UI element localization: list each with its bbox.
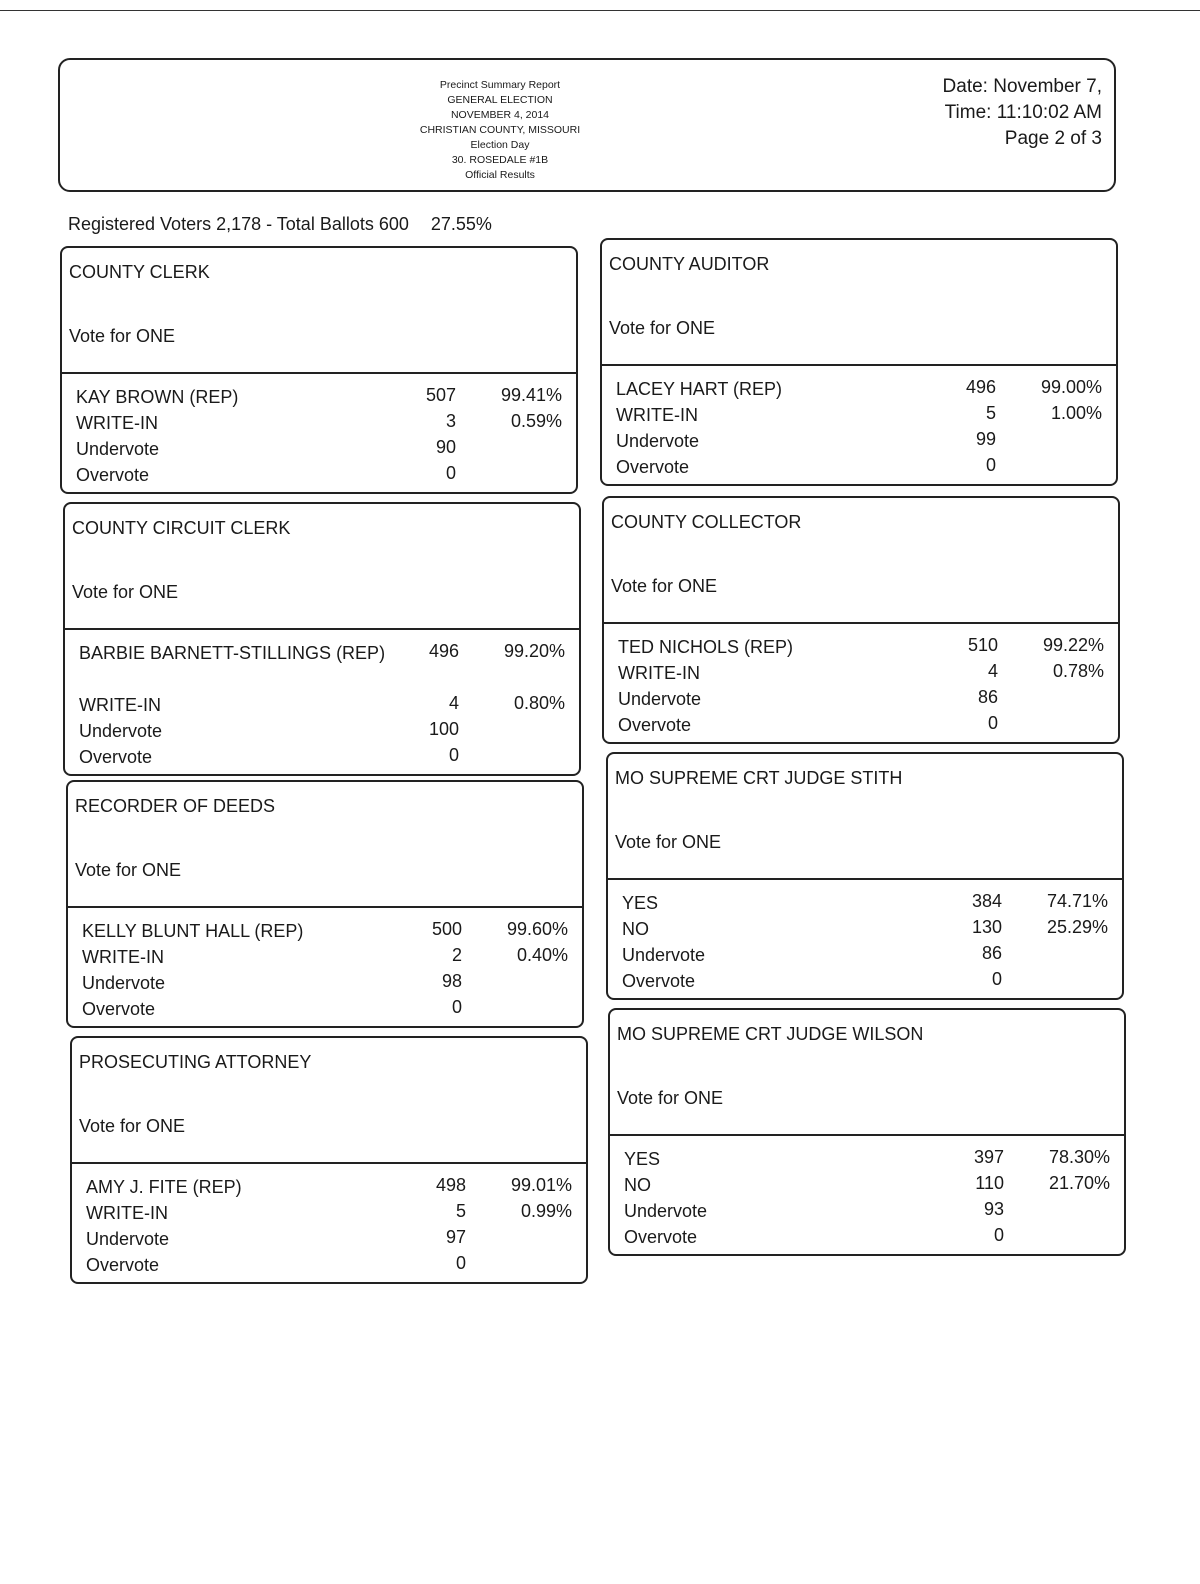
contest-results — [608, 880, 1122, 998]
vote-count: 99 — [975, 429, 996, 449]
election-name: GENERAL ELECTION — [447, 94, 553, 106]
vote-for-instruction: Vote for ONE — [611, 576, 718, 596]
vote-percent: 0.59% — [510, 411, 562, 431]
choice-name: Undervote — [82, 973, 166, 993]
vote-count: 4 — [987, 661, 998, 681]
vote-count: 86 — [981, 943, 1002, 963]
result-row — [68, 968, 582, 994]
result-row — [65, 690, 579, 716]
vote-for-instruction: Vote for ONE — [72, 582, 179, 602]
choice-name: Undervote — [79, 721, 163, 741]
choice-name: BARBIE BARNETT-STILLINGS (REP) — [79, 643, 386, 663]
contest-results — [68, 908, 582, 1026]
choice-name: Overvote — [622, 971, 696, 991]
report-header — [58, 58, 1116, 192]
vote-percent: 1.00% — [1050, 403, 1102, 423]
vote-count: 93 — [983, 1199, 1004, 1219]
vote-percent: 78.30% — [1048, 1147, 1110, 1167]
result-row — [72, 1250, 586, 1276]
vote-for-instruction: Vote for ONE — [609, 318, 716, 338]
choice-name: YES — [624, 1149, 661, 1169]
vote-count: 4 — [448, 693, 459, 713]
result-row — [65, 638, 579, 690]
vote-percent: 99.00% — [1040, 377, 1102, 397]
contest-box — [600, 238, 1118, 486]
vote-count: 496 — [965, 377, 996, 397]
result-row — [72, 1224, 586, 1250]
contest-results — [604, 624, 1118, 742]
result-row — [604, 710, 1118, 736]
choice-name: Overvote — [82, 999, 156, 1019]
contest-results — [62, 374, 576, 492]
choice-name: WRITE-IN — [616, 405, 698, 425]
choice-name: KAY BROWN (REP) — [76, 387, 239, 407]
result-row — [608, 888, 1122, 914]
result-row — [602, 400, 1116, 426]
contest-results — [602, 366, 1116, 484]
contest-box — [606, 752, 1124, 1000]
result-row — [62, 382, 576, 408]
choice-name: WRITE-IN — [79, 695, 161, 715]
vote-count: 397 — [973, 1147, 1004, 1167]
contest-header — [604, 498, 1118, 624]
result-row — [68, 994, 582, 1020]
choice-name: WRITE-IN — [86, 1203, 168, 1223]
vote-percent: 25.29% — [1046, 917, 1108, 937]
vote-percent: 99.20% — [503, 641, 565, 661]
choice-name: LACEY HART (REP) — [616, 379, 783, 399]
vote-count: 130 — [971, 917, 1002, 937]
choice-name: Undervote — [616, 431, 700, 451]
contest-title: COUNTY COLLECTOR — [611, 512, 802, 532]
report-header-titles — [360, 78, 640, 183]
vote-for-instruction: Vote for ONE — [79, 1116, 186, 1136]
vote-count: 3 — [445, 411, 456, 431]
choice-name: WRITE-IN — [82, 947, 164, 967]
vote-count: 110 — [975, 1173, 1004, 1193]
choice-name: Overvote — [624, 1227, 698, 1247]
result-row — [602, 374, 1116, 400]
choice-name: Undervote — [622, 945, 706, 965]
contest-results — [65, 630, 579, 774]
contest-title: RECORDER OF DEEDS — [75, 796, 276, 816]
choice-name: WRITE-IN — [618, 663, 700, 683]
choice-name: Undervote — [86, 1229, 170, 1249]
result-row — [68, 942, 582, 968]
vote-count: 510 — [967, 635, 998, 655]
contest-box — [70, 1036, 588, 1284]
turnout-percent: 27.55% — [430, 214, 492, 234]
contest-results — [72, 1164, 586, 1282]
vote-percent: 21.70% — [1048, 1173, 1110, 1193]
result-row — [72, 1198, 586, 1224]
vote-for-instruction: Vote for ONE — [615, 832, 722, 852]
report-time: Time: 11:10:02 AM — [944, 102, 1102, 123]
contest-header — [608, 754, 1122, 880]
results-status: Official Results — [465, 169, 535, 181]
choice-name: NO — [622, 919, 649, 939]
vote-count: 90 — [435, 437, 456, 457]
ballot-summary — [68, 214, 492, 235]
contest-results — [610, 1136, 1124, 1254]
result-row — [602, 452, 1116, 478]
choice-name: Overvote — [76, 465, 150, 485]
result-row — [62, 408, 576, 434]
contest-box — [602, 496, 1120, 744]
report-meta — [943, 74, 1102, 152]
vote-count: 5 — [455, 1201, 466, 1221]
registered-voters-total-ballots: Registered Voters 2,178 - Total Ballots 600 — [68, 214, 409, 234]
choice-name: Undervote — [76, 439, 160, 459]
result-row — [604, 658, 1118, 684]
result-row — [604, 684, 1118, 710]
vote-count: 0 — [455, 1253, 466, 1273]
vote-count: 0 — [993, 1225, 1004, 1245]
vote-count: 0 — [445, 463, 456, 483]
choice-name: Overvote — [79, 747, 153, 767]
result-row — [62, 460, 576, 486]
result-row — [608, 966, 1122, 992]
contest-header — [68, 782, 582, 908]
contest-box — [63, 502, 581, 776]
vote-percent: 0.40% — [516, 945, 568, 965]
vote-count: 100 — [428, 719, 459, 739]
choice-name: YES — [622, 893, 659, 913]
contest-header — [72, 1038, 586, 1164]
contest-title: PROSECUTING ATTORNEY — [79, 1052, 312, 1072]
result-row — [610, 1170, 1124, 1196]
report-date: Date: November 7, — [942, 76, 1102, 97]
choice-name: AMY J. FITE (REP) — [86, 1177, 242, 1197]
result-row — [608, 940, 1122, 966]
election-date: NOVEMBER 4, 2014 — [450, 109, 550, 121]
result-row — [65, 716, 579, 742]
vote-percent: 0.78% — [1052, 661, 1104, 681]
contest-title: MO SUPREME CRT JUDGE STITH — [615, 768, 903, 788]
vote-count: 0 — [985, 455, 996, 475]
vote-count: 384 — [971, 891, 1002, 911]
choice-name: TED NICHOLS (REP) — [618, 637, 794, 657]
vote-percent: 99.41% — [500, 385, 562, 405]
vote-percent: 99.60% — [506, 919, 568, 939]
vote-for-instruction: Vote for ONE — [69, 326, 176, 346]
result-row — [604, 632, 1118, 658]
contest-title: COUNTY CIRCUIT CLERK — [72, 518, 291, 538]
vote-for-instruction: Vote for ONE — [617, 1088, 724, 1108]
vote-count: 496 — [428, 641, 459, 661]
result-row — [62, 434, 576, 460]
result-row — [65, 742, 579, 768]
contest-header — [62, 248, 576, 374]
election-type: Election Day — [470, 139, 530, 151]
page-top-rule — [0, 10, 1200, 11]
vote-count: 0 — [448, 745, 459, 765]
vote-count: 86 — [977, 687, 998, 707]
result-row — [610, 1144, 1124, 1170]
vote-for-instruction: Vote for ONE — [75, 860, 182, 880]
vote-count: 2 — [451, 945, 462, 965]
vote-percent: 99.22% — [1042, 635, 1104, 655]
vote-count: 500 — [431, 919, 462, 939]
report-title: Precinct Summary Report — [439, 79, 561, 91]
choice-name: Undervote — [618, 689, 702, 709]
vote-count: 98 — [441, 971, 462, 991]
vote-percent: 0.80% — [513, 693, 565, 713]
vote-percent: 74.71% — [1046, 891, 1108, 911]
contest-box — [60, 246, 578, 494]
contest-box — [66, 780, 584, 1028]
result-row — [602, 426, 1116, 452]
result-row — [72, 1172, 586, 1198]
vote-count: 0 — [991, 969, 1002, 989]
contest-title: COUNTY CLERK — [69, 262, 210, 282]
result-row — [610, 1196, 1124, 1222]
choice-name: NO — [624, 1175, 651, 1195]
contest-box — [608, 1008, 1126, 1256]
choice-name: WRITE-IN — [76, 413, 158, 433]
result-row — [610, 1222, 1124, 1248]
vote-count: 0 — [987, 713, 998, 733]
jurisdiction: CHRISTIAN COUNTY, MISSOURI — [419, 124, 581, 136]
vote-count: 0 — [451, 997, 462, 1017]
vote-percent: 0.99% — [520, 1201, 572, 1221]
vote-count: 5 — [985, 403, 996, 423]
vote-percent: 99.01% — [510, 1175, 572, 1195]
contest-header — [602, 240, 1116, 366]
choice-name: Undervote — [624, 1201, 708, 1221]
precinct-name: 30. ROSEDALE #1B — [451, 154, 549, 166]
contest-header — [65, 504, 579, 630]
result-row — [68, 916, 582, 942]
choice-name: Overvote — [618, 715, 692, 735]
choice-name: Overvote — [86, 1255, 160, 1275]
result-row — [608, 914, 1122, 940]
contest-title: COUNTY AUDITOR — [609, 254, 770, 274]
vote-count: 507 — [425, 385, 456, 405]
choice-name: KELLY BLUNT HALL (REP) — [82, 921, 304, 941]
vote-count: 97 — [445, 1227, 466, 1247]
contest-title: MO SUPREME CRT JUDGE WILSON — [617, 1024, 924, 1044]
contest-header — [610, 1010, 1124, 1136]
page-number: Page 2 of 3 — [1004, 128, 1102, 149]
vote-count: 498 — [435, 1175, 466, 1195]
choice-name: Overvote — [616, 457, 690, 477]
